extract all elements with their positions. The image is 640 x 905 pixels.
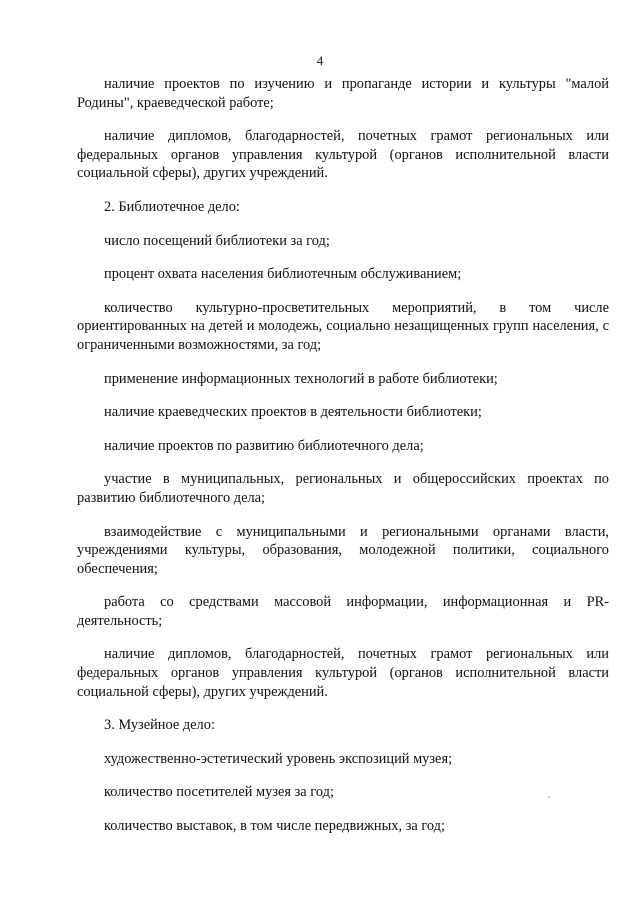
paragraph-media-work: работа со средствами массовой информации, информационная и PR-деятельность; (77, 594, 609, 629)
document-body (77, 75, 609, 851)
paragraph-library-development: наличие проектов по развитию библиотечного дела; (104, 437, 424, 454)
page-number: 4 (316, 53, 324, 68)
section-heading-museum: 3. Музейное дело: (104, 717, 215, 734)
paragraph-population-coverage: процент охвата населения библиотечным обслуживанием; (104, 266, 462, 283)
paragraph-local-lore-projects: наличие краеведческих проектов в деятельности библиотеки; (104, 404, 482, 421)
paragraph-exposition-level: художественно-эстетический уровень экспозиций музея; (104, 750, 453, 767)
paragraph-library-awards: наличие дипломов, благодарностей, почетных грамот региональных или федеральных органов управления культурой (органов исполнительной власти социальной сферы), других учреждений. (77, 646, 609, 700)
paragraph-exhibitions: количество выставок, в том числе передвижных, за год; (104, 818, 446, 835)
paragraph-library-visits: число посещений библиотеки за год; (104, 232, 330, 249)
paragraph-local-history-projects: наличие проектов по изучению и пропаганде истории и культуры "малой Родины", краеведческой работе; (77, 76, 609, 111)
paragraph-cooperation: взаимодействие с муниципальными и региональными органами власти, учреждениями культуры, образования, молодежной политики, социального обеспечения; (77, 523, 609, 577)
scan-speck (548, 796, 550, 798)
paragraph-awards: наличие дипломов, благодарностей, почетных грамот региональных или федеральных органов управления культурой (органов исполнительной власти социальной сферы), других учреждений. (77, 128, 609, 182)
paragraph-museum-visitors: количество посетителей музея за год; (104, 784, 334, 801)
paragraph-cultural-events: количество культурно-просветительных мероприятий, в том числе ориентированных на детей и молодежь, социально незащищенных групп населения, с ограниченными возможностями, за год; (77, 299, 609, 353)
section-heading-library: 2. Библиотечное дело: (104, 198, 240, 215)
paragraph-information-technologies: применение информационных технологий в работе библиотеки; (104, 370, 498, 387)
paragraph-project-participation: участие в муниципальных, региональных и общероссийских проектах по развитию библиотечного дела; (77, 471, 609, 506)
